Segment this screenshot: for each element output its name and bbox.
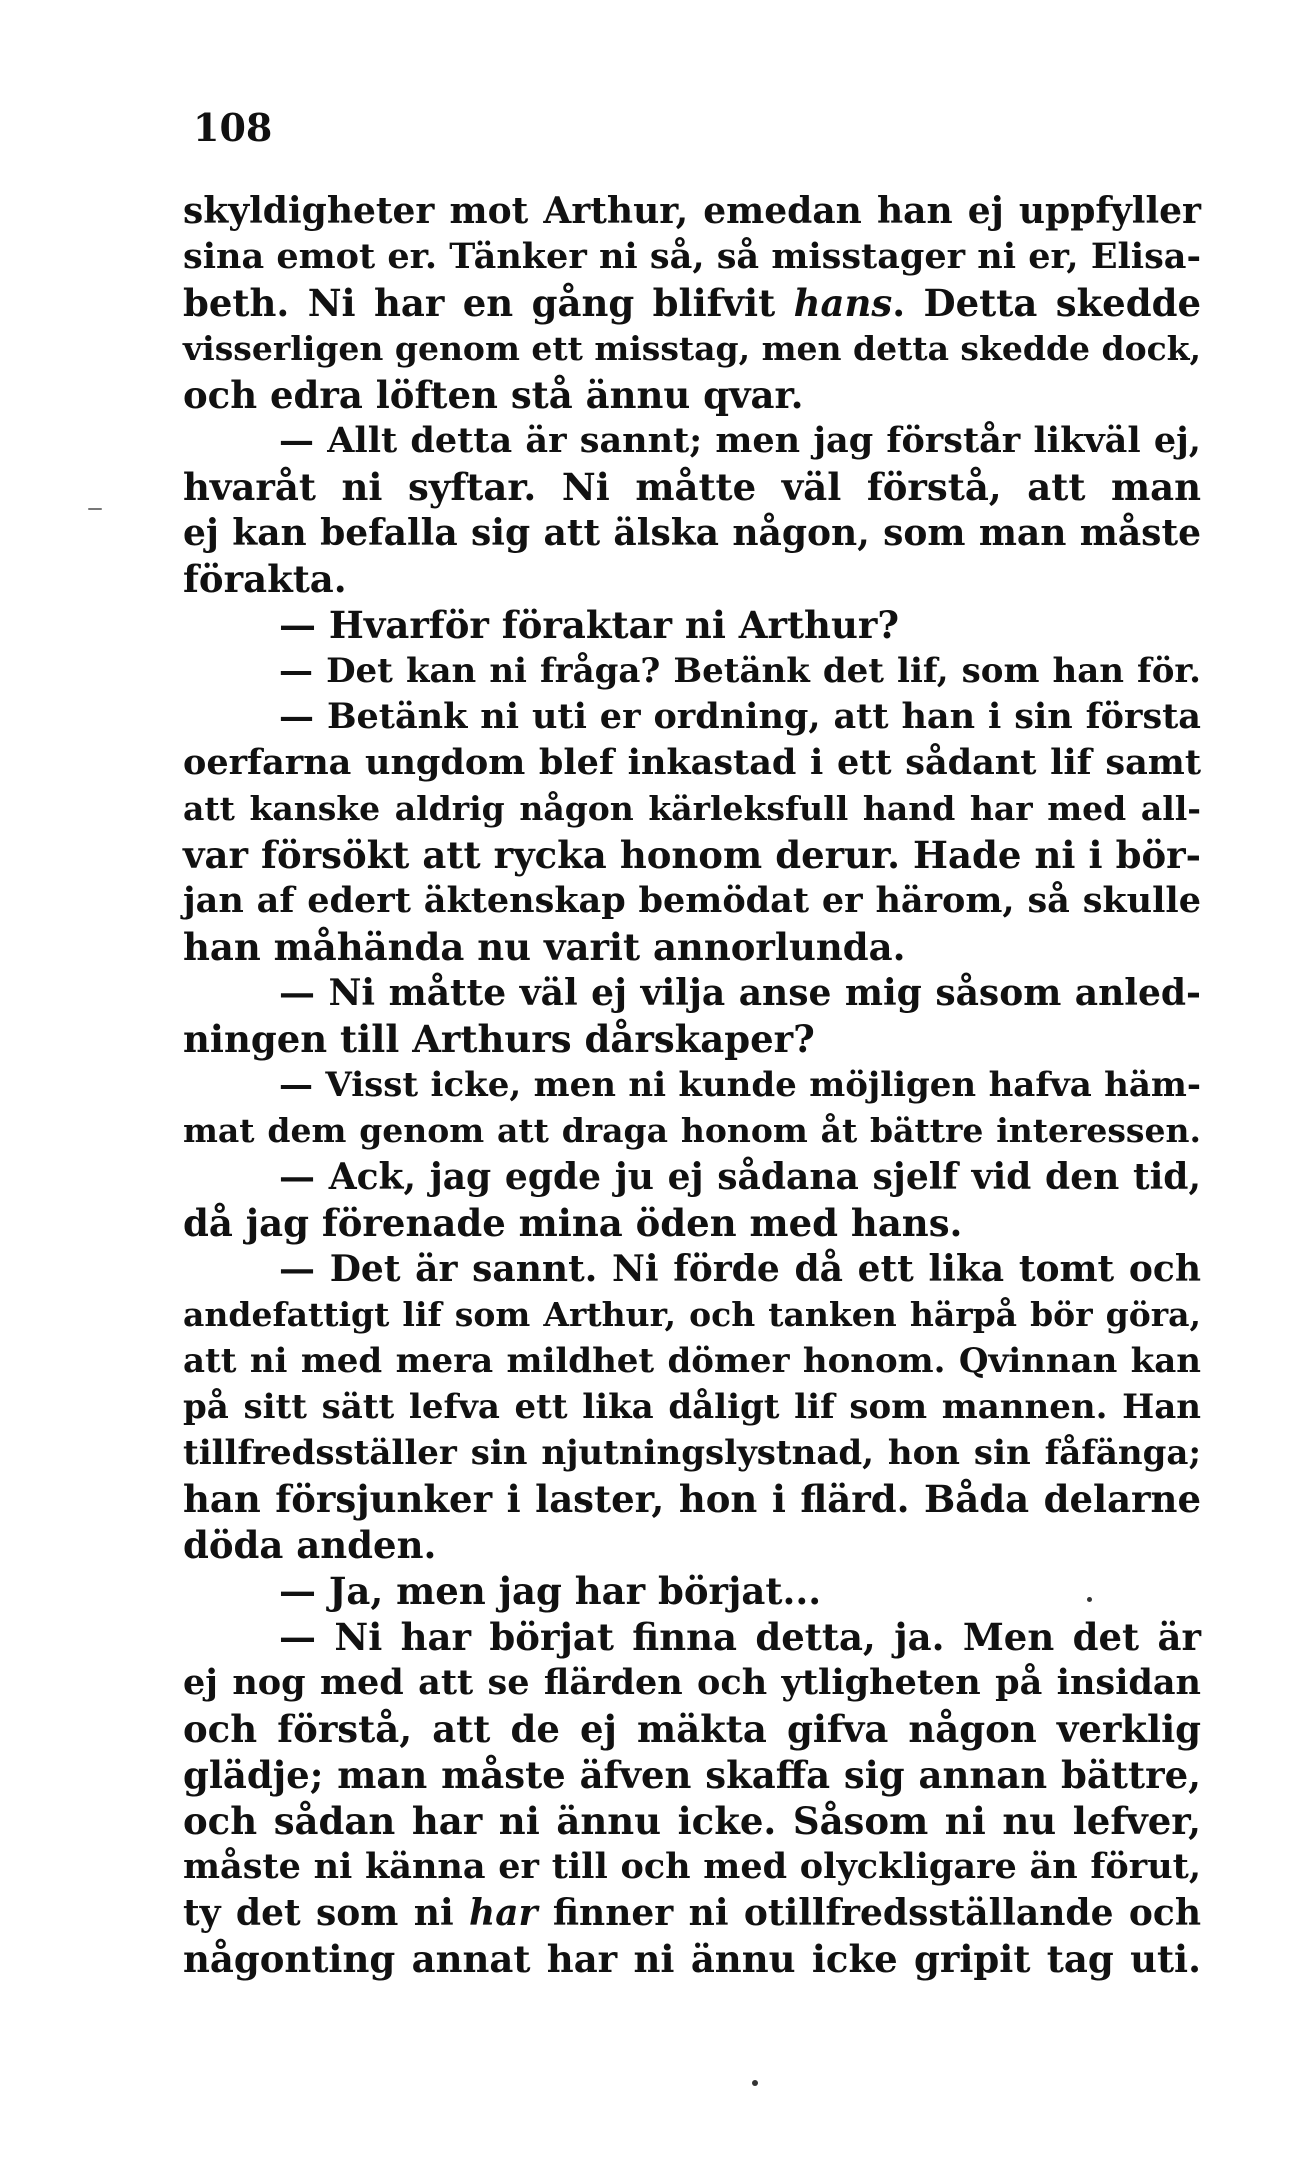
text-line: förakta. [183, 557, 347, 601]
text-line: oerfarna ungdom blef inkastad i ett sådant lif samt [183, 742, 1201, 783]
text-line: ningen till Arthurs dårskaper? [183, 1017, 815, 1061]
text-line: och sådan har ni ännu icke. Såsom ni nu lefver, [183, 1799, 1201, 1843]
text-line: döda anden. [183, 1523, 437, 1567]
page-number: 108 [193, 105, 273, 150]
text-line: — Det är sannt. Ni förde då ett lika tomt och [279, 1248, 1201, 1290]
text-line: — Visst icke, men ni kunde möjligen hafva häm- [279, 1065, 1201, 1105]
text-segment: . Detta skedde [892, 281, 1201, 325]
text-line: att ni med mera mildhet dömer honom. Qvinnan kan [183, 1341, 1201, 1381]
text-line: på sitt sätt lefva ett lika dåligt lif som mannen. Han [183, 1387, 1201, 1427]
text-segment: beth. Ni har en gång blifvit [183, 281, 794, 325]
text-line [183, 1890, 1201, 1936]
text-line: — Ja, men jag har börjat... [279, 1569, 822, 1613]
text-line: ej kan befalla sig att älska någon, som man måste [183, 512, 1201, 554]
text-line: visserligen genom ett misstag, men detta skedde dock, [183, 329, 1202, 368]
ink-speck [752, 2080, 758, 2086]
text-line: — Ni måtte väl ej vilja anse mig såsom anled- [279, 972, 1201, 1014]
text-line: sina emot er. Tänker ni så, så misstager ni er, Elisa- [183, 236, 1201, 277]
text-line: — Ni har börjat finna detta, ja. Men det är [279, 1615, 1201, 1659]
text-line: någonting annat har ni ännu icke gripit tag uti. [183, 1937, 1201, 1981]
text-line: och förstå, att de ej mäkta gifva någon verklig [183, 1707, 1201, 1751]
emphasized-word: hans [793, 281, 893, 325]
text-line: att kanske aldrig någon kärleksfull hand har med all- [183, 789, 1201, 828]
text-line: andefattigt lif som Arthur, och tanken härpå bör göra, [183, 1295, 1201, 1334]
text-line: ej nog med att se flärden och ytligheten på insidan [183, 1662, 1201, 1703]
text-line: var försökt att rycka honom derur. Hade ni i bör- [183, 833, 1201, 877]
text-line: då jag förenade mina öden med hans. [183, 1201, 963, 1245]
text-line: — Ack, jag egde ju ej sådana sjelf vid den tid, [279, 1156, 1201, 1198]
text-line: mat dem genom att draga honom åt bättre interessen. [183, 1111, 1201, 1150]
text-segment: finner ni otillfredsställande och [537, 1892, 1201, 1934]
text-line: han försjunker i laster, hon i flärd. Båda delarne [183, 1477, 1201, 1521]
text-line: — Hvarför föraktar ni Arthur? [279, 603, 900, 647]
text-segment: ty det som ni [183, 1892, 470, 1934]
text-line: han måhända nu varit annorlunda. [183, 925, 906, 969]
ink-speck [1087, 1597, 1092, 1602]
text-line: — Det kan ni fråga? Betänk det lif, som han för. [279, 651, 1201, 691]
text-line: och edra löften stå ännu qvar. [183, 373, 804, 417]
text-line [183, 280, 1201, 326]
text-line: — Allt detta är sannt; men jag förstår likväl ej, [279, 420, 1201, 461]
text-line: hvaråt ni syftar. Ni måtte väl förstå, att man [183, 465, 1201, 509]
emphasized-word: har [469, 1892, 538, 1934]
text-line: tillfredsställer sin njutningslystnad, hon sin fåfänga; [183, 1433, 1201, 1473]
text-line: måste ni känna er till och med olyckligare än förut, [183, 1846, 1201, 1887]
text-line: glädje; man måste äfven skaffa sig annan bättre, [183, 1753, 1201, 1797]
text-block [183, 188, 1201, 1982]
text-line: jan af edert äktenskap bemödat er härom, så skulle [183, 880, 1201, 921]
text-line: — Betänk ni uti er ordning, att han i sin första [279, 696, 1201, 737]
ink-speck [88, 508, 102, 510]
text-line: skyldigheter mot Arthur, emedan han ej uppfyller [183, 190, 1201, 232]
